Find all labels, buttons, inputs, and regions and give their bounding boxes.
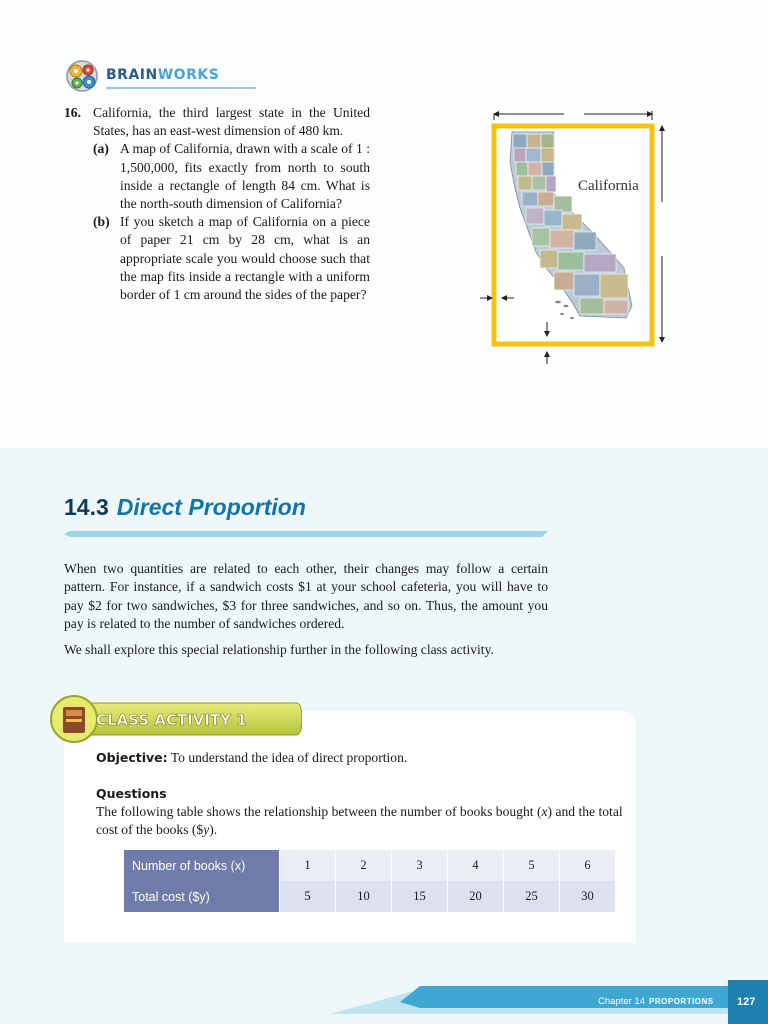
section-number: 14.3 [64, 494, 109, 520]
objective-label: Objective: [96, 750, 168, 765]
california-map-figure [476, 106, 672, 368]
class-activity-title: CLASS ACTIVITY 1 [96, 711, 247, 729]
footer-chapter [598, 996, 714, 1007]
questions-text-part-2: ) and the total cost of the books ($ [96, 804, 623, 838]
brain-gears-icon [62, 56, 104, 98]
brainworks-word-2: WORKS [157, 67, 220, 83]
brainworks-text [106, 67, 219, 83]
section-title: Direct Proportion [116, 494, 306, 520]
brainworks-logo [62, 56, 282, 98]
var-x: x [541, 804, 548, 819]
table-cell: 20 [448, 881, 504, 912]
objective-text: To understand the idea of direct proportion. [167, 750, 408, 765]
part-b-text: If you sketch a map of California on a piece of paper 21 cm by 28 cm, what is an appropriate scale you would choose such that the map fits inside a rectangle with a uniform border of 1 cm around the sides of the paper? [120, 214, 370, 303]
table-cell: 3 [392, 850, 448, 881]
books-cost-table [124, 850, 616, 912]
chapter-number: Chapter 14 [598, 996, 646, 1007]
objective [96, 750, 407, 766]
var-y: y [203, 822, 210, 838]
intro-paragraph: When two quantities are related to each other, their changes may follow a certain pattern. For instance, if a sandwich costs $1 at your school cafeteria, you will have to pay $2 for two sandwiches, $3 for three sandwiches, and so on. Thus, the amount you pay is related to the number of sandwiches ordered. [64, 561, 548, 631]
problem-number: 16. [64, 105, 81, 120]
table-cell: 6 [560, 850, 616, 881]
table-cell: 1 [280, 850, 336, 881]
table-cell: 25 [504, 881, 560, 912]
brainworks-word-1: BRAIN [106, 67, 158, 83]
section-heading [64, 494, 306, 521]
explore-paragraph: We shall explore this special relationship further in the following class activity. [64, 642, 494, 657]
section-rule [64, 531, 548, 537]
questions-text-part-3: ). [209, 822, 218, 838]
problem-16 [64, 104, 370, 304]
problem-stem: California, the third largest state in the United States, has an east-west dimension of 480 km. [93, 105, 370, 139]
questions-text-part-1: The following table shows the relationship between the number of books bought ( [96, 804, 542, 819]
table-cell: 5 [280, 881, 336, 912]
chapter-name: PROPORTIONS [649, 997, 714, 1006]
table-cell: 15 [392, 881, 448, 912]
problem-part-b [93, 213, 370, 304]
table-row-cost [124, 881, 616, 912]
table-cell: 30 [560, 881, 616, 912]
part-a-text: A map of California, drawn with a scale of 1 : 1,500,000, fits exactly from north to south inside a rectangle of length 84 cm. What is the north-south dimension of California? [120, 141, 370, 212]
part-a-label: (a) [93, 141, 109, 157]
table-row-books [124, 850, 616, 881]
questions-text [96, 803, 626, 840]
table-cell: 2 [336, 850, 392, 881]
page-number: 127 [737, 996, 756, 1008]
class-activity-badge [50, 695, 302, 743]
row-header-books: Number of books (x) [124, 850, 280, 881]
table-cell: 4 [448, 850, 504, 881]
brainworks-underline [106, 87, 256, 89]
part-b-label: (b) [93, 214, 110, 230]
map-label: California [578, 178, 639, 194]
table-cell: 10 [336, 881, 392, 912]
row-header-cost: Total cost ($y) [124, 881, 280, 912]
questions-heading: Questions [96, 786, 167, 801]
table-cell: 5 [504, 850, 560, 881]
problem-part-a [93, 140, 370, 213]
